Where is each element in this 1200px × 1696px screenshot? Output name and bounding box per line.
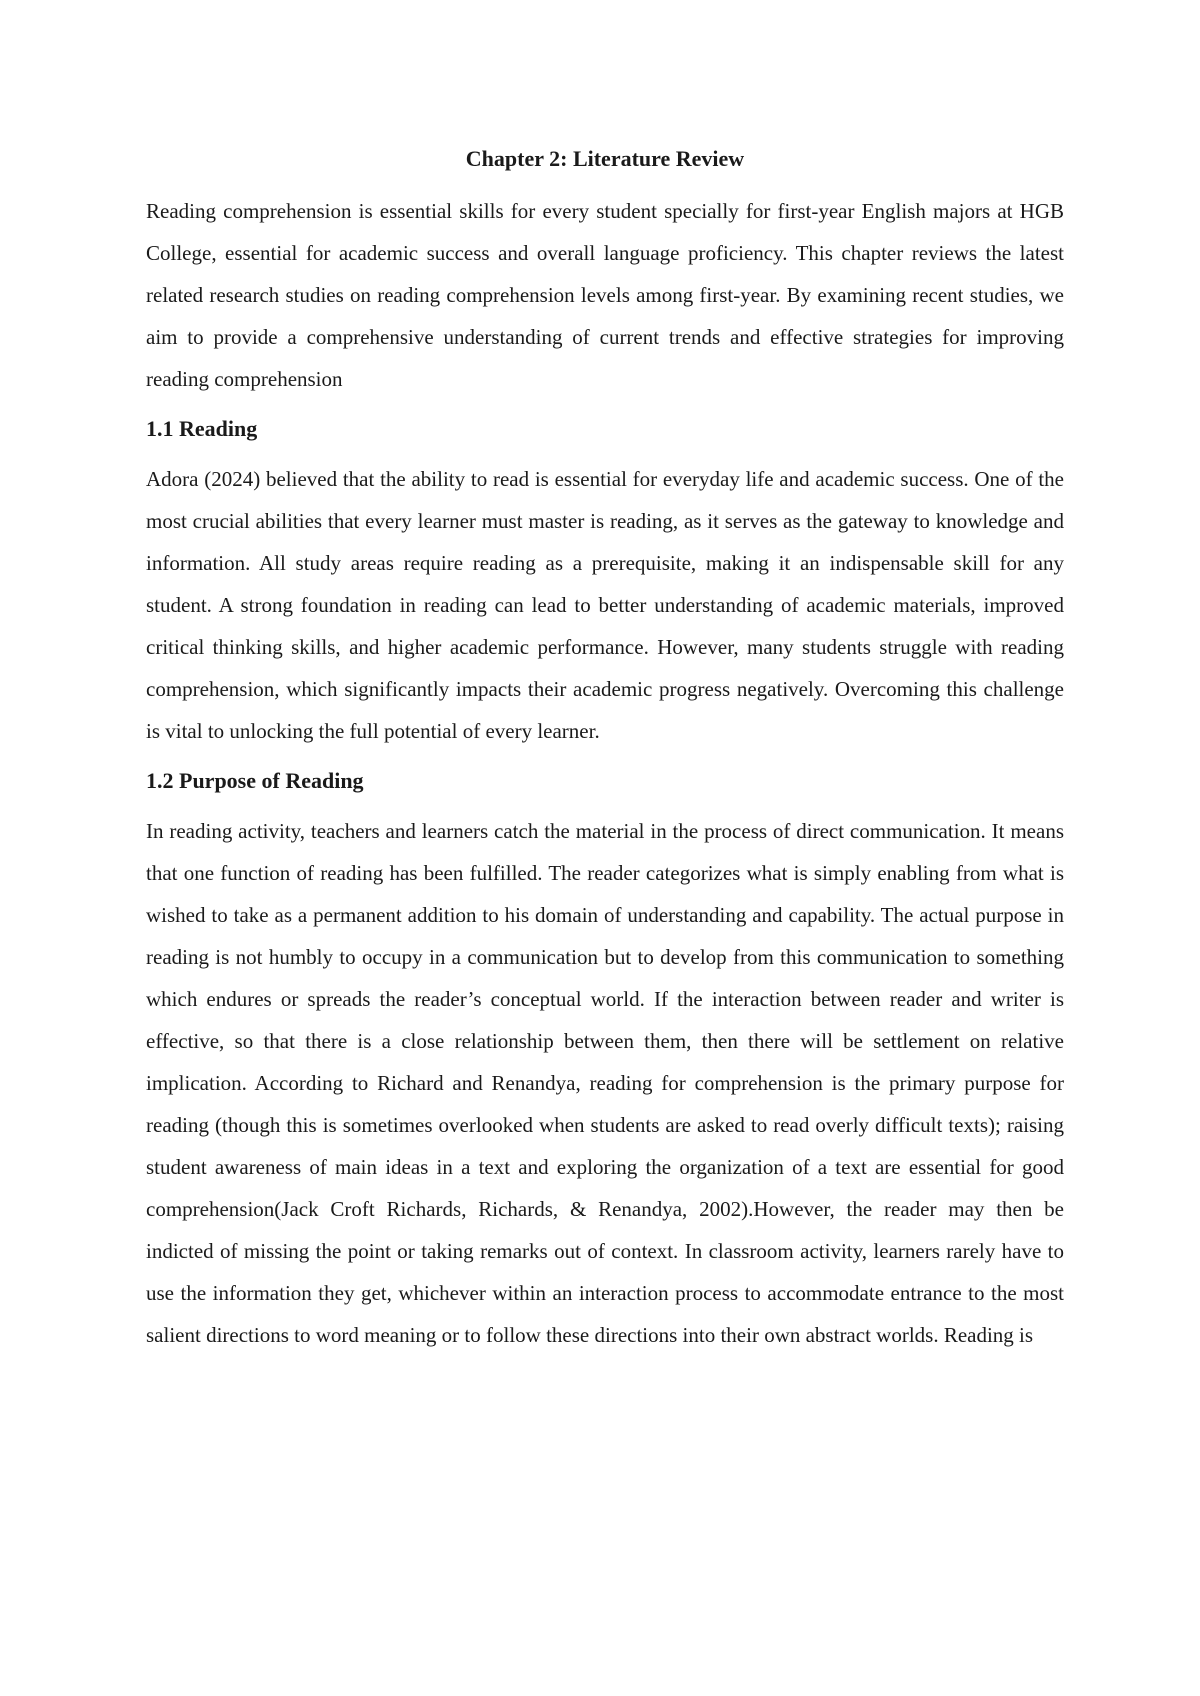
chapter-title: Chapter 2: Literature Review	[465, 146, 745, 171]
reading-paragraph: Adora (2024) believed that the ability to read is essential for everyday life and academic success. One of the most crucial abilities that every learner must master is reading, as it serves as the gateway to knowledge and information. All study areas require reading as a prerequisite, making it an indispensable skill for any student. A strong foundation in reading can lead to better understanding of academic materials, improved critical thinking skills, and higher academic performance. However, many students struggle with reading comprehension, which significantly impacts their academic progress negatively. Overcoming this challenge is vital to unlocking the full potential of every learner.	[146, 467, 1064, 743]
document-page	[146, 138, 1064, 1364]
section-heading-purpose-of-reading: 1.2 Purpose of Reading	[146, 768, 364, 793]
purpose-of-reading-paragraph: In reading activity, teachers and learners catch the material in the process of direct communication. It means that one function of reading has been fulfilled. The reader categorizes what is simply enabling from what is wished to take as a permanent addition to his domain of understanding and capability. The actual purpose in reading is not humbly to occupy in a communication but to develop from this communication to something which endures or spreads the reader’s conceptual world. If the interaction between reader and writer is effective, so that there is a close relationship between them, then there will be settlement on relative implication. According to Richard and Renandya, reading for comprehension is the primary purpose for reading (though this is sometimes overlooked when students are asked to read overly difficult texts); raising student awareness of main ideas in a text and exploring the organization of a text are essential for good comprehension(Jack Croft Richards, Richards, & Renandya, 2002).However, the reader may then be indicted of missing the point or taking remarks out of context. In classroom activity, learners rarely have to use the information they get, whichever within an interaction process to accommodate entrance to the most salient directions to word meaning or to follow these directions into their own abstract worlds. Reading is	[146, 819, 1064, 1347]
intro-paragraph: Reading comprehension is essential skills for every student specially for first-year English majors at HGB College, essential for academic success and overall language proficiency. This chapter reviews the latest related research studies on reading comprehension levels among first-year. By examining recent studies, we aim to provide a comprehensive understanding of current trends and effective strategies for improving reading comprehension	[146, 199, 1064, 391]
section-heading-reading: 1.1 Reading	[146, 416, 258, 441]
